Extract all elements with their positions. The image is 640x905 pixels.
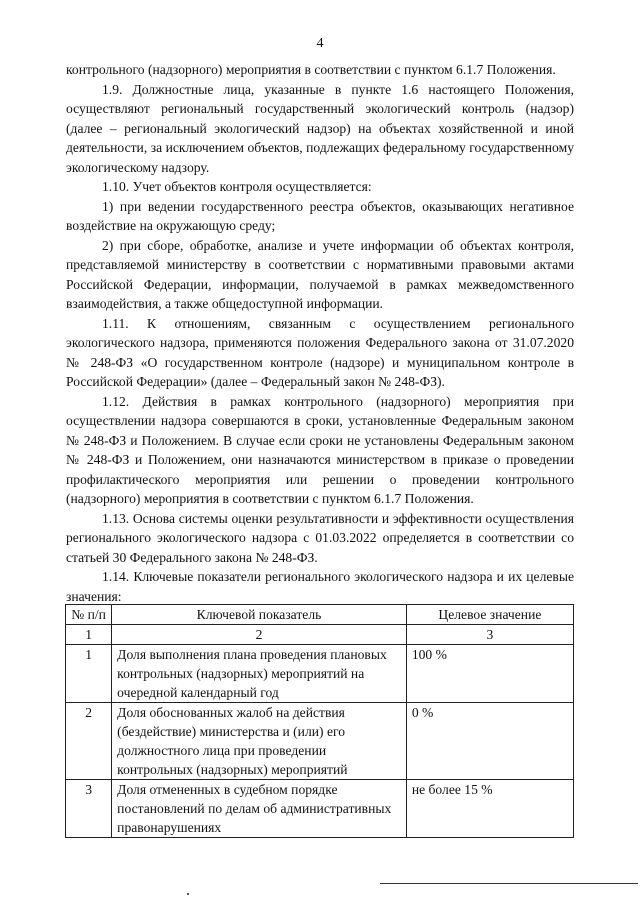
paragraph-1-14: 1.14. Ключевые показатели регионального экологического надзора и их целевые значения: xyxy=(66,569,574,604)
paragraph-1-13: 1.13. Основа системы оценки результативности и эффективности осуществления регионального экологического надзора с 01.03.2022 определяется в соответствии со статьей 30 Федерального закона № 248-ФЗ. xyxy=(66,510,574,565)
row-target: не более 15 % xyxy=(406,780,573,838)
header-number: № п/п xyxy=(66,605,112,625)
scan-artifact xyxy=(187,893,189,895)
document-body xyxy=(66,60,574,606)
table-column-numbers-row xyxy=(66,625,574,645)
header-indicator: Ключевой показатель xyxy=(112,605,407,625)
row-indicator: Доля отмененных в судебном порядке постановлений по делам об административных правонарушениях xyxy=(112,780,407,838)
row-number: 3 xyxy=(66,780,112,838)
column-number: 2 xyxy=(112,625,407,645)
header-target: Целевое значение xyxy=(406,605,573,625)
row-number: 1 xyxy=(66,645,112,703)
paragraph-1-11: 1.11. К отношениям, связанным с осуществлением регионального экологического надзора, применяются положения Федерального закона от 31.07.2020 № 248-ФЗ «О государственном контроле (надзоре) и муниципальном контроле в Российской Федерации» (далее – Федеральный закон № 248-ФЗ). xyxy=(66,315,574,389)
paragraph-1-10-item-1: 1) при ведении государственного реестра объектов, оказывающих негативное воздействие на окружающую среду; xyxy=(66,198,574,233)
row-number: 2 xyxy=(66,703,112,780)
paragraph-1-8-end: контрольного (надзорного) мероприятия в соответствии с пунктом 6.1.7 Положения. xyxy=(66,62,556,77)
table-header-row xyxy=(66,605,574,625)
page-number: 4 xyxy=(316,36,324,51)
column-number: 3 xyxy=(406,625,573,645)
row-indicator: Доля обоснованных жалоб на действия (бездействие) министерства и (или) его должностного лица при проведении контрольных (надзорных) мероприятий xyxy=(112,703,407,780)
column-number: 1 xyxy=(66,625,112,645)
row-indicator: Доля выполнения плана проведения плановых контрольных (надзорных) мероприятий на очередной календарный год xyxy=(112,645,407,703)
bottom-divider xyxy=(380,883,638,884)
paragraph-1-10: 1.10. Учет объектов контроля осуществляется: xyxy=(102,179,372,194)
table-row xyxy=(66,780,574,838)
paragraph-1-10-item-2: 2) при сборе, обработке, анализе и учете информации об объектах контроля, представляемой министерству в соответствии с нормативными правовыми актами Российской Федерации, информации, получаемой в рамках межведомственного взаимодействия, а также общедоступной информации. xyxy=(66,237,574,311)
table-row xyxy=(66,703,574,780)
table-row xyxy=(66,645,574,703)
paragraph-1-9: 1.9. Должностные лица, указанные в пункте 1.6 настоящего Положения, осуществляют региональный государственный экологический контроль (надзор) (далее – региональный экологический надзор) на объектах хозяйственной и иной деятельности, за исключением объектов, подлежащих федеральному государственному экологическому надзору. xyxy=(66,81,574,175)
row-target: 0 % xyxy=(406,703,573,780)
key-indicators-table xyxy=(65,604,574,838)
paragraph-1-12: 1.12. Действия в рамках контрольного (надзорного) мероприятия при осуществлении надзора совершаются в сроки, установленные Федеральным законом № 248-ФЗ и Положением. В случае если сроки не установлены Федеральным законом № 248-ФЗ и Положением, они назначаются министерством в приказе о проведении профилактического мероприятия или решении о проведении контрольного (надзорного) мероприятия в соответствии с пунктом 6.1.7 Положения. xyxy=(66,393,574,506)
row-target: 100 % xyxy=(406,645,573,703)
